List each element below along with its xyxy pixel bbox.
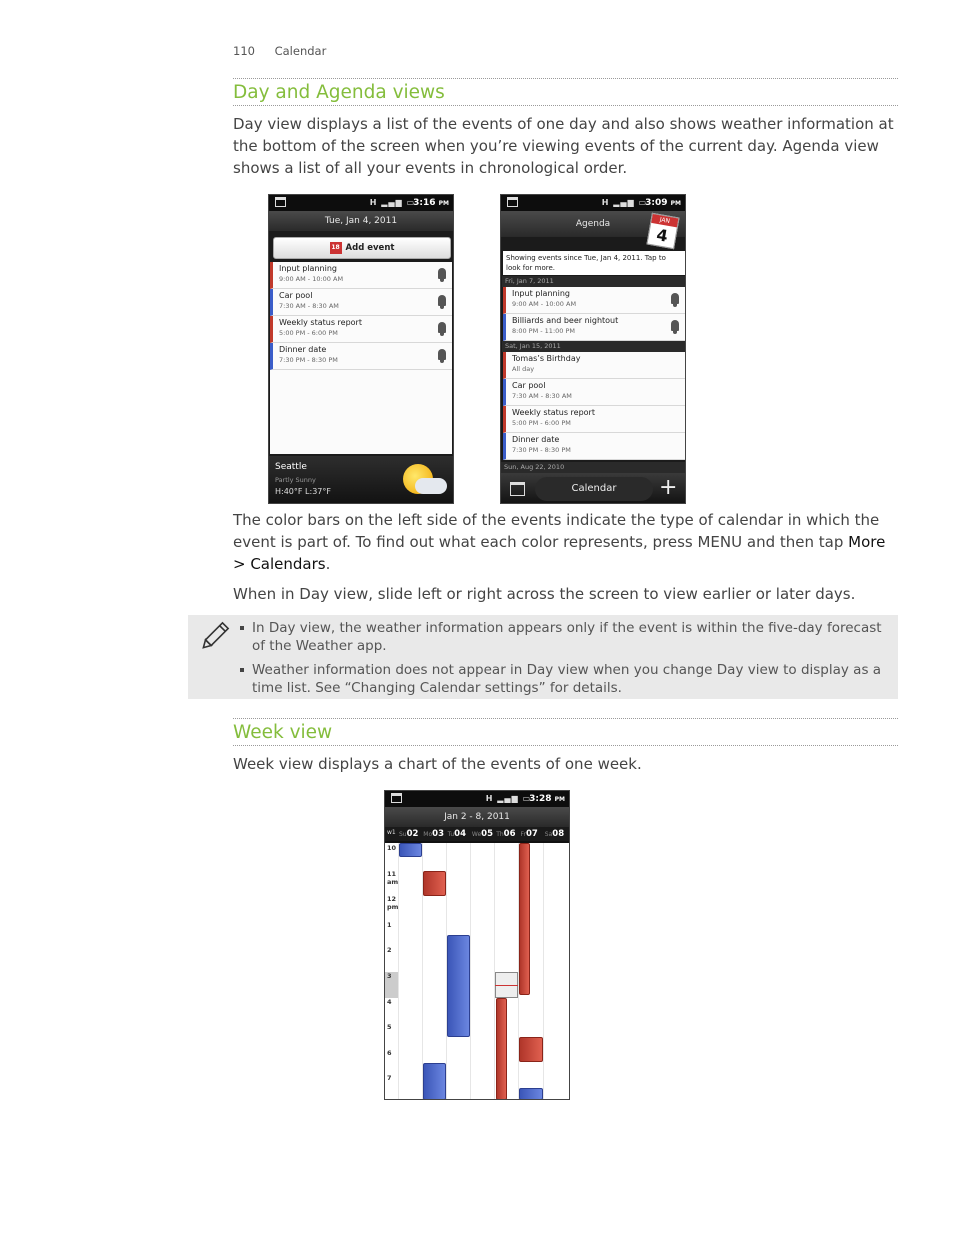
event-block[interactable] [423, 871, 446, 896]
agenda-footer-date: Sun, Aug 22, 2010 [501, 462, 686, 473]
event-name: Input planning [512, 289, 570, 298]
event-block[interactable] [399, 843, 422, 857]
event-row[interactable] [503, 352, 685, 379]
week-day-label[interactable]: Mo03 [423, 829, 444, 839]
event-row[interactable] [503, 406, 685, 433]
badge-day: 4 [655, 225, 670, 246]
event-name: Weekly status report [512, 408, 595, 417]
status-bar [385, 791, 569, 807]
clock: 3:28 PM [529, 794, 565, 804]
event-row[interactable] [503, 314, 685, 341]
event-time: 7:30 PM - 8:30 PM [279, 356, 338, 364]
event-block[interactable] [519, 843, 530, 995]
weather-condition: Partly Sunny [275, 476, 316, 484]
status-bar [269, 195, 453, 211]
event-block[interactable] [519, 1088, 543, 1100]
weather-city: Seattle [275, 462, 307, 472]
running-header [233, 44, 326, 58]
clock: 3:09 PM [645, 198, 681, 208]
agenda-view-screenshot [500, 194, 686, 504]
event-row[interactable] [503, 433, 685, 460]
note-list [240, 619, 890, 703]
hour-label: 5 [387, 1023, 392, 1032]
day-date-title: Tue, Jan 4, 2011 [269, 211, 453, 231]
event-row[interactable] [270, 262, 452, 289]
agenda-info[interactable]: Showing events since Tue, Jan 4, 2011. Tap to look for more. [503, 251, 685, 275]
event-time: 9:00 AM - 10:00 AM [512, 300, 577, 308]
divider [233, 105, 898, 106]
hour-label: 10 [387, 844, 397, 852]
clock: 3:16 PM [413, 198, 449, 208]
event-name: Billiards and beer nightout [512, 316, 619, 325]
week-day-label[interactable]: Sa08 [544, 829, 565, 839]
hour-label: 6 [387, 1048, 392, 1057]
agenda-title: Agenda [501, 211, 685, 237]
weather-panel [269, 456, 454, 504]
bell-icon[interactable] [438, 322, 446, 333]
event-time: All day [512, 365, 535, 373]
intro-paragraph: Day view displays a list of the events of one day and also shows weather information at the bottom of the screen when you’re viewing events of the current day. Agenda view shows a list of all your events in chronological order. [233, 115, 894, 177]
event-time: 7:30 AM - 8:30 AM [279, 302, 339, 310]
event-name: Tomas’s Birthday [512, 354, 581, 363]
badge-month: JAN [651, 214, 678, 227]
note-box [188, 615, 898, 699]
calendar-grid-icon[interactable] [510, 482, 525, 496]
event-block[interactable] [496, 998, 507, 1100]
week-intro-paragraph: Week view displays a chart of the events of one week. [233, 755, 642, 773]
add-icon[interactable]: + [659, 475, 678, 500]
calendar-badge-icon: 18 [330, 242, 342, 254]
week-title: Jan 2 - 8, 2011 [385, 807, 569, 827]
pencil-icon [196, 619, 232, 655]
event-row[interactable] [270, 289, 452, 316]
weather-high: H:40°F [275, 487, 303, 496]
divider [233, 718, 898, 719]
cloud-icon [415, 478, 447, 494]
agenda-date-header: Fri, Jan 7, 2011 [502, 276, 686, 287]
hour-label: 3 [387, 972, 392, 980]
slide-paragraph: When in Day view, slide left or right across the screen to view earlier or later days. [233, 585, 856, 603]
week-day-label[interactable]: Tu04 [447, 829, 466, 839]
weather-temps [275, 487, 331, 496]
event-name: Car pool [512, 381, 546, 390]
agenda-bottom-bar [501, 473, 686, 504]
event-block[interactable] [447, 935, 470, 1037]
event-name: Input planning [279, 264, 337, 273]
event-time: 5:00 PM - 6:00 PM [512, 419, 571, 427]
hour-label: 1 [387, 920, 392, 929]
day-event-list [270, 262, 452, 454]
week-number: w1 [387, 829, 396, 836]
week-view-screenshot [384, 790, 570, 1100]
week-day-label[interactable]: Su02 [399, 829, 419, 839]
weather-low: L:37°F [305, 487, 331, 496]
calendar-icon [507, 197, 518, 207]
signal-icon: H ▂▄▆ ▭ [485, 794, 531, 803]
calendar-icon [391, 793, 402, 803]
add-event-label: Add event [345, 243, 395, 253]
status-bar [501, 195, 685, 211]
event-name: Dinner date [279, 345, 327, 354]
week-day-header [385, 827, 569, 841]
divider [233, 745, 898, 746]
signal-icon: H ▂▄▆ ▭ [601, 198, 647, 207]
color-bars-paragraph: The color bars on the left side of the events indicate the type of calendar in which the event is part of. To find out what each color represents, press MENU and then tap More > Calendars. [233, 511, 886, 573]
note-item: Weather information does not appear in Day view when you change Day view to display as a time list. See “Changing Calendar settings” for details. [240, 661, 890, 697]
week-grid [385, 843, 570, 1100]
signal-icon: H ▂▄▆ ▭ [369, 198, 415, 207]
event-time: 7:30 PM - 8:30 PM [512, 446, 571, 454]
agenda-date-header: Sat, Jan 15, 2011 [502, 341, 686, 352]
divider [233, 78, 898, 79]
event-time: 8:00 PM - 11:00 PM [512, 327, 575, 335]
week-day-label[interactable]: Fr07 [520, 829, 538, 839]
calendar-icon [275, 197, 286, 207]
calendar-button[interactable]: Calendar [535, 477, 653, 501]
event-time: 5:00 PM - 6:00 PM [279, 329, 338, 337]
event-time: 9:00 AM - 10:00 AM [279, 275, 344, 283]
chapter-name: Calendar [274, 44, 327, 58]
event-block[interactable] [423, 1063, 446, 1100]
bell-icon[interactable] [438, 349, 446, 360]
bell-icon[interactable] [671, 293, 679, 304]
event-row[interactable] [503, 287, 685, 314]
bell-icon[interactable] [671, 320, 679, 331]
agenda-group [503, 287, 685, 341]
event-row[interactable] [503, 379, 685, 406]
bell-icon[interactable] [438, 295, 446, 306]
agenda-event-list [502, 276, 686, 460]
hour-label: 4 [387, 997, 392, 1006]
event-block[interactable] [519, 1037, 543, 1062]
current-time-line [495, 985, 518, 986]
event-row[interactable] [270, 316, 452, 343]
event-time: 7:30 AM - 8:30 AM [512, 392, 572, 400]
week-day-label[interactable]: Th06 [496, 829, 516, 839]
event-name: Car pool [279, 291, 313, 300]
add-event-button[interactable] [273, 237, 451, 259]
bell-icon[interactable] [438, 268, 446, 279]
hour-label: 12 pm [387, 895, 399, 912]
page-number: 110 [233, 44, 255, 58]
hour-label: 7 [387, 1074, 392, 1083]
agenda-group [503, 352, 685, 460]
event-row[interactable] [270, 343, 452, 370]
week-day-label[interactable]: We05 [471, 829, 494, 839]
section-title-day-agenda: Day and Agenda views [233, 82, 445, 103]
calendar-date-icon [646, 213, 679, 249]
event-name: Weekly status report [279, 318, 362, 327]
event-name: Dinner date [512, 435, 560, 444]
hour-label: 11 am [387, 869, 399, 886]
day-view-screenshot [268, 194, 454, 504]
note-item: In Day view, the weather information appears only if the event is within the five-day forecast of the Weather app. [240, 619, 890, 655]
hour-label: 2 [387, 946, 392, 955]
section-title-week: Week view [233, 722, 333, 743]
more-calendars-link[interactable]: More > Calendars [233, 533, 886, 573]
